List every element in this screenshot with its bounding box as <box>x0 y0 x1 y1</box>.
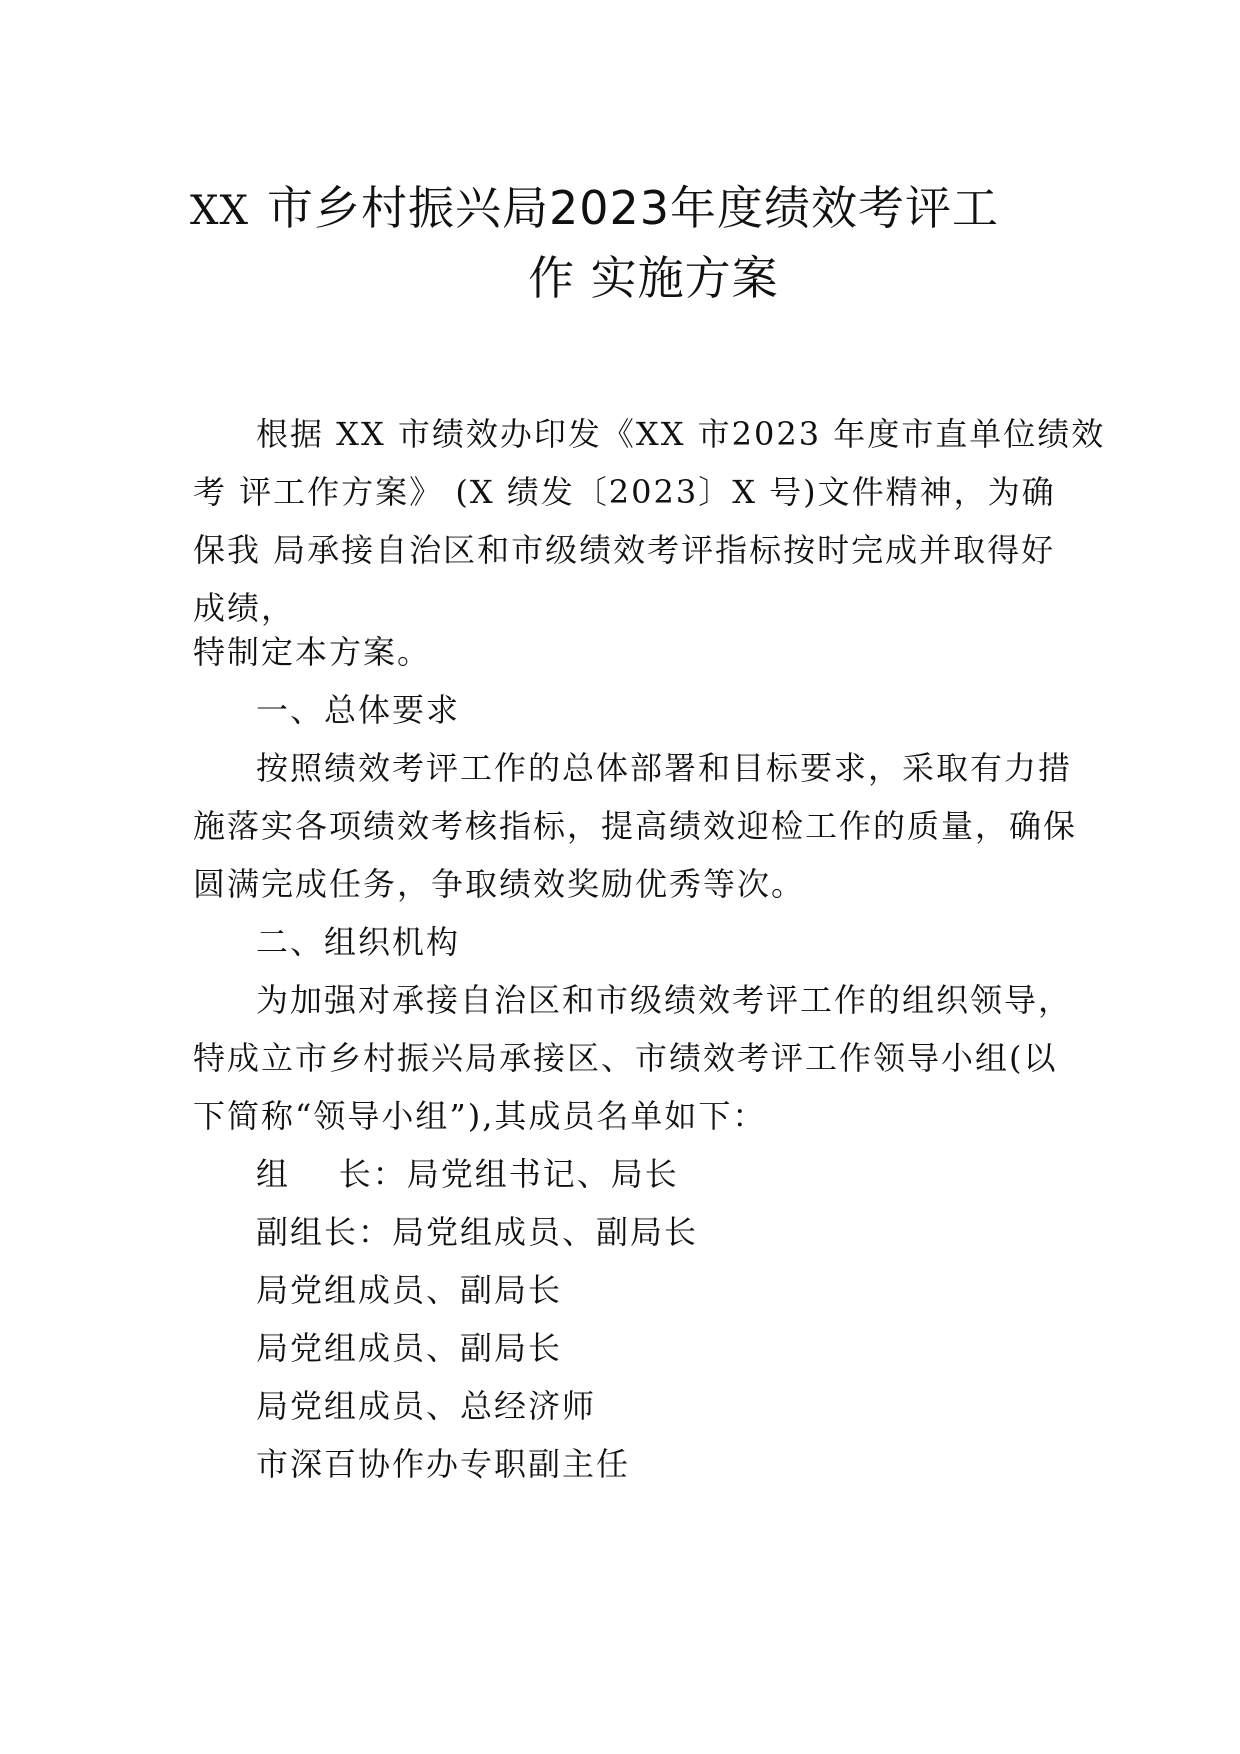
intro-line-2: 考 评工作方案》 (X 绩发〔2023〕X 号)文件精神，为确 <box>193 473 1056 511</box>
member-line-3: 局党组成员、副局长 <box>256 1271 563 1309</box>
member-line-4: 局党组成员、副局长 <box>256 1329 563 1367</box>
intro-line-4: 成绩， <box>193 589 296 627</box>
section-1-body-line-2: 施落实各项绩效考核指标，提高绩效迎检工作的质量，确保 <box>193 807 1078 845</box>
member-line-5: 局党组成员、总经济师 <box>256 1387 597 1425</box>
title-prefix: XX <box>190 188 249 234</box>
intro-line-3: 保我 局承接自治区和市级绩效考评指标按时完成并取得好 <box>193 531 1056 569</box>
member-deputy-leader: 副组长：局党组成员、副局长 <box>256 1213 699 1251</box>
member-group-leader: 组 长：局党组书记、局长 <box>256 1155 679 1193</box>
section-1-body-line-3: 圆满完成任务，争取绩效奖励优秀等次。 <box>193 865 806 903</box>
section-2-body-line-2: 特成立市乡村振兴局承接区、市绩效考评工作领导小组(以 <box>193 1039 1058 1077</box>
member-line-6: 市深百协作办专职副主任 <box>256 1445 631 1483</box>
section-2-body-line-3: 下简称“领导小组”),其成员名单如下： <box>193 1097 767 1135</box>
document-title-line-1 <box>190 178 1070 241</box>
intro-line-5: 特制定本方案。 <box>193 633 432 671</box>
section-1-body-line-1: 按照绩效考评工作的总体部署和目标要求，采取有力措 <box>256 749 1073 787</box>
document-title-line-2: 作 实施方案 <box>528 251 779 305</box>
title-main: 市乡村振兴局2023年度绩效考评工 <box>266 181 1000 235</box>
intro-line-1: 根据 XX 市绩效办印发《XX 市2023 年度市直单位绩效 <box>256 415 1106 453</box>
section-1-heading: 一、总体要求 <box>256 691 461 729</box>
section-2-body-line-1: 为加强对承接自治区和市级绩效考评工作的组织领导， <box>256 981 1073 1019</box>
section-2-heading: 二、组织机构 <box>256 923 461 961</box>
